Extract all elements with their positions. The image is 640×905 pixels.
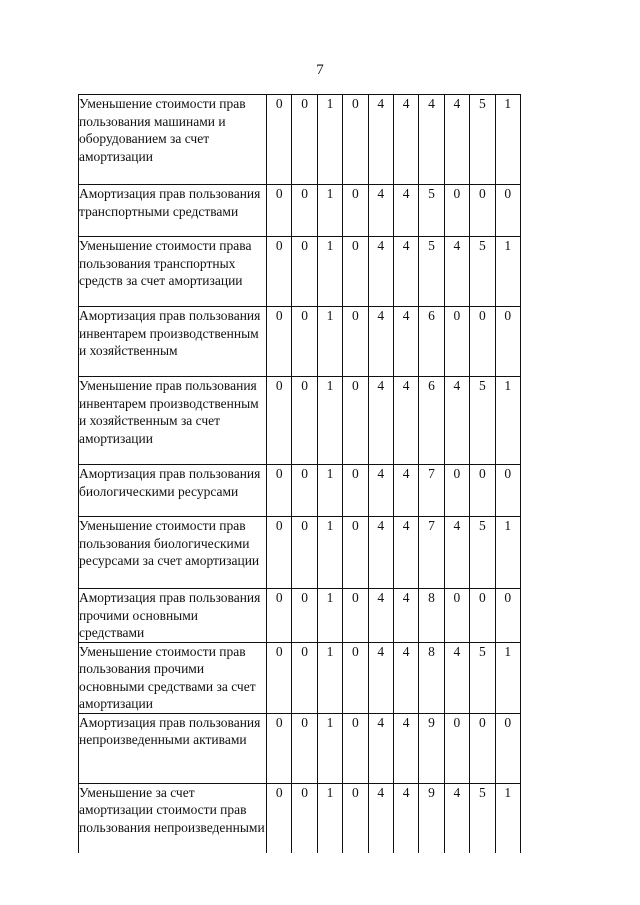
code-digit: 4 bbox=[393, 783, 418, 853]
code-digit: 0 bbox=[292, 185, 317, 237]
code-digit: 1 bbox=[495, 377, 520, 465]
code-digit: 0 bbox=[343, 589, 368, 643]
code-digit: 5 bbox=[470, 642, 495, 713]
row-label: Уменьшение стоимости прав пользования биологическими ресурсами за счет амортизации bbox=[79, 517, 267, 589]
row-label: Амортизация прав пользования непроизведенными активами bbox=[79, 713, 267, 783]
code-digit: 0 bbox=[343, 307, 368, 377]
row-label: Уменьшение стоимости прав пользования прочими основными средствами за счет амортизации bbox=[79, 642, 267, 713]
code-digit: 0 bbox=[444, 589, 469, 643]
code-digit: 4 bbox=[393, 517, 418, 589]
code-digit: 4 bbox=[444, 783, 469, 853]
code-digit: 1 bbox=[317, 589, 342, 643]
code-digit: 0 bbox=[444, 465, 469, 517]
code-digit: 0 bbox=[470, 589, 495, 643]
code-digit: 0 bbox=[267, 465, 292, 517]
code-digit: 4 bbox=[393, 185, 418, 237]
code-digit: 0 bbox=[292, 95, 317, 185]
code-digit: 0 bbox=[267, 642, 292, 713]
code-digit: 4 bbox=[368, 307, 393, 377]
code-digit: 0 bbox=[292, 377, 317, 465]
code-digit: 4 bbox=[393, 713, 418, 783]
row-label: Амортизация прав пользования транспортными средствами bbox=[79, 185, 267, 237]
code-digit: 0 bbox=[267, 713, 292, 783]
code-digit: 0 bbox=[444, 713, 469, 783]
code-digit: 8 bbox=[419, 589, 444, 643]
code-digit: 0 bbox=[292, 465, 317, 517]
code-digit: 0 bbox=[267, 517, 292, 589]
row-label: Амортизация прав пользования инвентарем производственным и хозяйственным bbox=[79, 307, 267, 377]
code-digit: 0 bbox=[495, 713, 520, 783]
code-digit: 6 bbox=[419, 307, 444, 377]
row-label: Уменьшение стоимости права пользования транспортных средств за счет амортизации bbox=[79, 237, 267, 307]
code-digit: 4 bbox=[368, 95, 393, 185]
code-digit: 5 bbox=[470, 517, 495, 589]
table-row bbox=[79, 783, 521, 853]
row-label: Амортизация прав пользования биологическими ресурсами bbox=[79, 465, 267, 517]
code-digit: 0 bbox=[292, 783, 317, 853]
row-label: Амортизация прав пользования прочими основными средствами bbox=[79, 589, 267, 643]
code-digit: 1 bbox=[317, 783, 342, 853]
code-digit: 0 bbox=[343, 517, 368, 589]
code-digit: 0 bbox=[470, 713, 495, 783]
code-digit: 1 bbox=[495, 517, 520, 589]
table-row bbox=[79, 377, 521, 465]
code-digit: 4 bbox=[393, 589, 418, 643]
row-label: Уменьшение за счет амортизации стоимости прав пользования непроизведенными bbox=[79, 783, 267, 853]
code-digit: 4 bbox=[368, 783, 393, 853]
code-digit: 0 bbox=[267, 237, 292, 307]
code-digit: 7 bbox=[419, 517, 444, 589]
code-digit: 1 bbox=[317, 713, 342, 783]
code-digit: 9 bbox=[419, 783, 444, 853]
code-digit: 0 bbox=[292, 237, 317, 307]
code-digit: 0 bbox=[343, 713, 368, 783]
code-digit: 0 bbox=[267, 377, 292, 465]
code-digit: 5 bbox=[470, 377, 495, 465]
code-digit: 1 bbox=[317, 307, 342, 377]
code-digit: 0 bbox=[267, 589, 292, 643]
code-digit: 1 bbox=[495, 95, 520, 185]
code-digit: 4 bbox=[368, 589, 393, 643]
code-digit: 0 bbox=[343, 642, 368, 713]
code-digit: 1 bbox=[317, 642, 342, 713]
table-row bbox=[79, 307, 521, 377]
code-digit: 4 bbox=[393, 237, 418, 307]
code-digit: 4 bbox=[368, 517, 393, 589]
code-digit: 5 bbox=[419, 237, 444, 307]
code-digit: 0 bbox=[495, 185, 520, 237]
code-digit: 1 bbox=[317, 185, 342, 237]
code-digit: 4 bbox=[444, 377, 469, 465]
table-row bbox=[79, 642, 521, 713]
code-digit: 5 bbox=[470, 237, 495, 307]
code-digit: 1 bbox=[317, 377, 342, 465]
table-row bbox=[79, 185, 521, 237]
code-digit: 4 bbox=[368, 185, 393, 237]
code-digit: 9 bbox=[419, 713, 444, 783]
code-digit: 0 bbox=[470, 307, 495, 377]
code-digit: 4 bbox=[444, 237, 469, 307]
code-digit: 0 bbox=[267, 307, 292, 377]
code-digit: 0 bbox=[343, 237, 368, 307]
code-digit: 7 bbox=[419, 465, 444, 517]
code-digit: 0 bbox=[267, 185, 292, 237]
code-digit: 0 bbox=[267, 95, 292, 185]
code-digit: 4 bbox=[419, 95, 444, 185]
code-digit: 0 bbox=[292, 642, 317, 713]
code-digit: 4 bbox=[368, 713, 393, 783]
code-digit: 8 bbox=[419, 642, 444, 713]
code-digit: 4 bbox=[444, 517, 469, 589]
code-digit: 0 bbox=[495, 307, 520, 377]
code-digit: 0 bbox=[343, 95, 368, 185]
code-digit: 4 bbox=[393, 642, 418, 713]
code-digit: 1 bbox=[495, 237, 520, 307]
code-digit: 0 bbox=[444, 307, 469, 377]
code-digit: 4 bbox=[368, 465, 393, 517]
code-digit: 5 bbox=[470, 783, 495, 853]
code-digit: 0 bbox=[343, 377, 368, 465]
code-digit: 5 bbox=[419, 185, 444, 237]
code-digit: 4 bbox=[393, 465, 418, 517]
code-digit: 0 bbox=[292, 589, 317, 643]
table-row bbox=[79, 589, 521, 643]
code-digit: 5 bbox=[470, 95, 495, 185]
code-digit: 4 bbox=[368, 237, 393, 307]
code-digit: 0 bbox=[292, 307, 317, 377]
row-label: Уменьшение прав пользования инвентарем производственным и хозяйственным за счет амортизации bbox=[79, 377, 267, 465]
table-row bbox=[79, 713, 521, 783]
code-digit: 0 bbox=[343, 465, 368, 517]
code-digit: 0 bbox=[495, 465, 520, 517]
code-digit: 6 bbox=[419, 377, 444, 465]
code-digit: 0 bbox=[495, 589, 520, 643]
code-digit: 4 bbox=[368, 642, 393, 713]
code-digit: 0 bbox=[292, 713, 317, 783]
code-digit: 0 bbox=[292, 517, 317, 589]
code-digit: 1 bbox=[317, 517, 342, 589]
code-digit: 0 bbox=[343, 783, 368, 853]
account-code-table bbox=[78, 94, 521, 853]
code-digit: 0 bbox=[343, 185, 368, 237]
code-digit: 4 bbox=[444, 95, 469, 185]
code-digit: 0 bbox=[470, 465, 495, 517]
code-digit: 1 bbox=[317, 465, 342, 517]
code-digit: 1 bbox=[317, 95, 342, 185]
code-digit: 4 bbox=[393, 95, 418, 185]
code-digit: 1 bbox=[317, 237, 342, 307]
table-row bbox=[79, 95, 521, 185]
code-digit: 0 bbox=[444, 185, 469, 237]
table-row bbox=[79, 237, 521, 307]
code-digit: 4 bbox=[393, 307, 418, 377]
code-digit: 1 bbox=[495, 783, 520, 853]
row-label: Уменьшение стоимости прав пользования машинами и оборудованием за счет амортизации bbox=[79, 95, 267, 185]
table-row bbox=[79, 465, 521, 517]
code-digit: 0 bbox=[267, 783, 292, 853]
code-digit: 4 bbox=[444, 642, 469, 713]
code-digit: 1 bbox=[495, 642, 520, 713]
code-digit: 0 bbox=[470, 185, 495, 237]
code-digit: 4 bbox=[393, 377, 418, 465]
page-number: 7 bbox=[316, 62, 324, 78]
code-digit: 4 bbox=[368, 377, 393, 465]
table-row bbox=[79, 517, 521, 589]
